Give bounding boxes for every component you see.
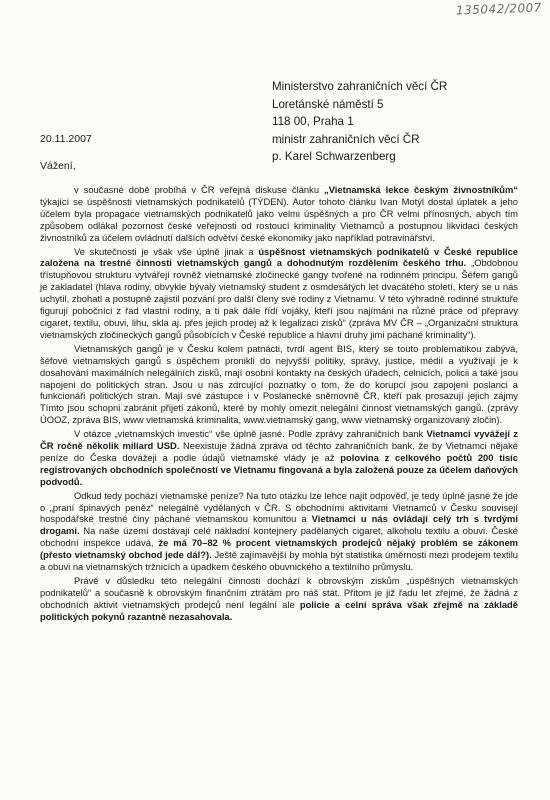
p5-bold-drugs: Vietnamci u nás ovládají celý trh s tvrdými drogami. [40, 513, 518, 537]
p4-text-a: V otázce „vietnamských investic“ vše úplně jasné. Podle zprávy zahraničních bank [74, 428, 427, 440]
paragraph-1 [40, 184, 518, 244]
p1-article-title: „Vietnamská lekce českým živnostníkům“ [324, 184, 518, 195]
p5-text-d: Ještě zajímavější by mohla být statistika úměrnosti mezi prodejem textilu a obuvi na vietnamských tržnicích a úpadkem českého obuvnického a textilního průmyslu. [40, 549, 518, 573]
letter-date: 20.11.2007 [40, 133, 92, 145]
recipient-address [272, 78, 542, 166]
address-line-5: p. Karel Schwarzenberg [272, 150, 396, 163]
p1-text-a: v současné době probíhá v ČR veřejná diskuse článku [74, 184, 325, 195]
p5-text-c: Na naše území dostávají celé nákladní kontejnery padělaných cigaret, alkoholu textilu a obuvi. České obchodní inspekce udává, [40, 525, 518, 549]
paragraph-4 [40, 428, 518, 488]
p1-text-c: týkající se úspěšnosti vietnamských podnikatelů (TÝDEN). Autor tohoto článku Ivan Motýl dostal úplatek a jeho účelem byla propagace vietnamských podnikatelů jako velmi úspěšných a pro ČR velmi přínosných, abych tím způsobem odlákal pozornost české veřejnosti od rostoucí kriminality Vietnamců a postupnou likvidaci českých živnostníků za účelem ovládnutí dalších odvětví české ekonomiky jako například potravinářství. [40, 195, 518, 243]
p4-text-c: Neexistuje žádná zpráva od těchto zahraničních bank, že by Vietnamci nějaké peníze do Česka dovážeji a podle údajů vietnamské vlády je až [40, 440, 518, 463]
address-line-1: Ministerstvo zahraničních věcí ČR [272, 80, 448, 93]
paragraph-5 [40, 490, 518, 573]
p6-bold-police: policie a celní správa však zřejmě na základě politických pokynů razantně nezasahovala. [40, 598, 518, 622]
p6-text-a: Právě v důsledku této nelegální činnosti dochází k obrovským ziskům „úspěšných vietnamských podnikatelů“ a současně k obrovským finančním ztrátám pro náš stát. Přitom je již řadu let zřejmé, že žádná z obchodních aktivit vietnamských prodejců není legální ale [40, 575, 518, 610]
address-line-4: ministr zahraničních věcí ČR [272, 132, 420, 146]
p2-text-a: Ve skutečnosti je však vše úplně jinak a [74, 245, 259, 257]
paragraph-2 [40, 246, 518, 341]
p3-text-a: Vietnamských gangů je v Česku kolem patnácti, tvrdí agent BIS, který se touto problematikou zabývá, šéfové vietnamských gangů s úspěchem pronikli do nejvyšší politiky, správy, justice, médií a využívají je k dosahování maximálních nelegálních zisků, mají osobní kontakty na českých úřadech, celnicích, policii a také jsou napojeni do politických stran. Jsou u nás zdrcující poznatky o tom, že do korupcí jsou zapojeni poslanci a funkcionáři politických stran. Mají své zástupce i v Poslanecké sněmovně ČR, kteří pak prosazují jejich zájmy Tímto jsou schopni zabránit přijetí zákonů, které by mohly omezit nelegální činnost vietnamských gangů. (zprávy ÚOOZ, zpráva BIS, www vietnamská kriminalita, www.vietnamský gang, www vietnamský organizovaný zločin). [40, 342, 518, 426]
p5-text-a: Odkud tedy pochází vietnamské peníze? Na tuto otázku lze lehce najít odpověď, je tedy úplně jasné že jde o „praní špinavých peněz“ nelegálně vydělaných v ČR. S obchodními aktivitami Vietnamců v Česku souvisejí hospodářské trestné činy páchané vietnamskou komunitou a [40, 489, 518, 525]
p4-bold-companies: polovina z celkového počtů 200 tisíc registrovaných obchodních společností ve Vietnamu fingovaná a byla založená pouze za účelem daňových podvodů. [40, 451, 518, 487]
letter-body [40, 184, 518, 625]
salutation: Vážení, [40, 160, 76, 172]
paragraph-6 [40, 575, 518, 623]
handwritten-reference-number: 135042/2007 [455, 0, 543, 18]
address-line-3: 118 00, Praha 1 [272, 115, 354, 128]
paragraph-3 [40, 343, 518, 426]
p2-text-c: „Obdobnou třístupňovou strukturu vytvářejí rovněž vietnamské zločinecké gangy tvořené na rodinném principu. Šéfem gangů je zakladatel (hlava rodiny, obvykle bývalý vietnamský student z osmdesátých let dvacátého století, který se u nás uchytil, zbohatl a postupně zajistil pozvání pro další členy své rodiny z Vietnamu. V této výhradně rodinné struktuře figurují pobočníci z řad vlastní rodiny, a ti pak dále řídí vojáky, kteří jsou najímáni na různé práce od přepravy cigaret, textilu, obuvi, lihu, skla aj. přes jejich prodej až k legalizaci zisků“ (zpráva MV ČR – „Organizační struktura vietnamských zločineckých gangů působících v České republice a hlavní druhy jimi páchané kriminality“). [40, 257, 518, 340]
p5-bold-percent: že má 70–82 % procent vietnamských prodejců nějaký problém se zákonem (přesto vietnamský obchod jede dál?). [40, 537, 518, 561]
address-line-2: Loretánské náměstí 5 [272, 97, 384, 111]
p2-bold-claim: úspěšnost vietnamských podnikatelů v České republice založena na trestné činnosti vietnamských gangů a dohodnutým rozdělením českého trhu. [40, 245, 519, 269]
p4-bold-export: Vietnamci vyvážejí z ČR ročně několik miliard USD. [40, 428, 518, 452]
